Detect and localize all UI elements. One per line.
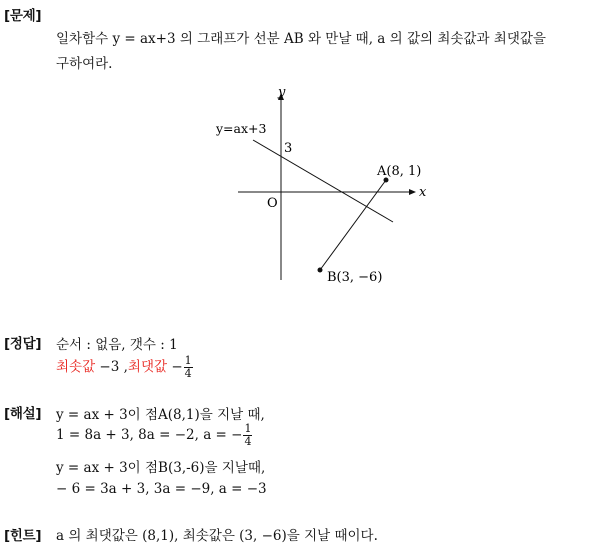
problem-line-1: 일차함수 y = ax+3 의 그래프가 선분 AB 와 만날 때, a 의 값의 최솟값과 최댓값을 bbox=[56, 31, 546, 47]
min-label: 최솟값 bbox=[56, 359, 96, 375]
intercept-label: 3 bbox=[284, 141, 293, 156]
hint-heading: [힌트] bbox=[4, 528, 42, 544]
max-numerator: 1 bbox=[184, 354, 192, 367]
solution-denominator: 4 bbox=[244, 435, 252, 448]
max-fraction bbox=[184, 355, 193, 380]
solution-line-1: y = ax + 3이 점A(8,1)을 지날 때, bbox=[56, 407, 265, 423]
point-a-label: A(8, 1) bbox=[377, 164, 422, 179]
segment-ab bbox=[320, 180, 386, 270]
hint-text: a 의 최댓값은 (8,1), 최솟값은 (3, −6)을 지날 때이다. bbox=[56, 528, 378, 544]
min-value: −3 bbox=[99, 359, 120, 375]
x-axis-label: x bbox=[419, 185, 427, 200]
solution-line-2-text: 1 = 8a + 3, 8a = −2, a = − bbox=[56, 427, 243, 443]
origin-label: O bbox=[267, 196, 278, 211]
answer-separator: , bbox=[123, 359, 128, 375]
problem-line-2: 구하여라. bbox=[56, 56, 113, 72]
problem-heading: [문제] bbox=[4, 8, 42, 24]
line-label: y=ax+3 bbox=[216, 121, 267, 136]
solution-line-4: − 6 = 3a + 3, 3a = −9, a = −3 bbox=[56, 481, 267, 497]
answer-line-2 bbox=[56, 353, 194, 381]
point-b-label: B(3, −6) bbox=[327, 270, 383, 285]
solution-fraction bbox=[243, 423, 252, 448]
answer-line-1: 순서 : 없음, 갯수 : 1 bbox=[56, 337, 178, 353]
max-label: 최댓값 bbox=[127, 359, 168, 375]
solution-line-2 bbox=[56, 420, 253, 450]
y-axis-label: y bbox=[278, 85, 286, 100]
point-b-dot bbox=[318, 268, 323, 273]
solution-line-3: y = ax + 3이 점B(3,-6)을 지날때, bbox=[56, 460, 266, 476]
max-denominator: 4 bbox=[184, 367, 192, 380]
max-sign: − bbox=[171, 359, 183, 375]
answer-heading: [정답] bbox=[4, 336, 42, 352]
solution-heading: [해설] bbox=[4, 406, 42, 422]
solution-numerator: 1 bbox=[244, 422, 252, 435]
